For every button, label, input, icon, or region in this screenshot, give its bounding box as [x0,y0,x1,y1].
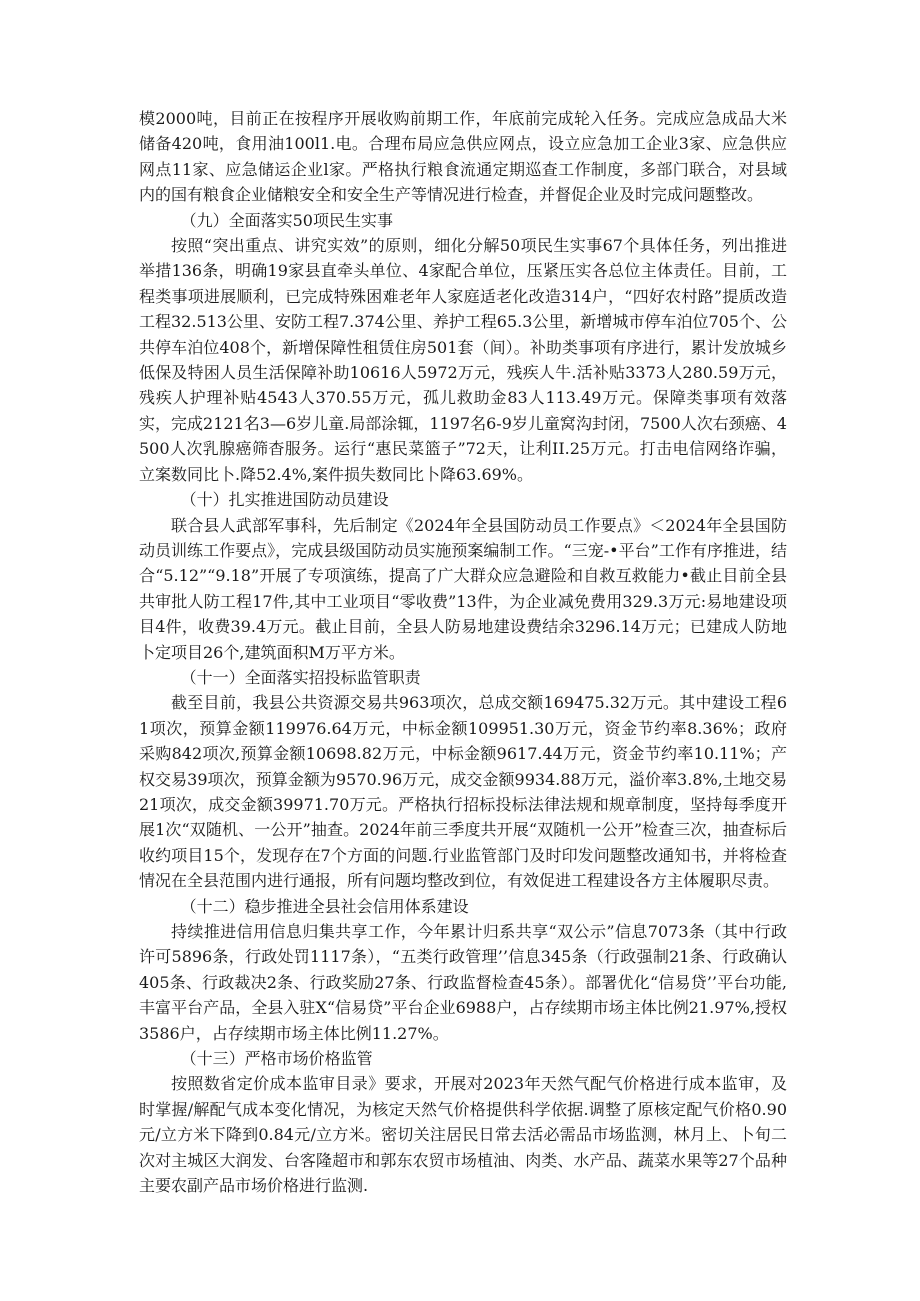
paragraph-bidding-supervision: 截至目前，我县公共资源交易共963项次，总成交额169475.32万元。其中建设工程61项次，预算金额119976.64万元，中标金额109951.30万元，资金节约率8.36%；政府采购842项次,预算金额10698.82万元，中标金额9617.44万元，资金节约率10.11%；产权交易39项次，预算金额为9570.96万元，成交金额9934.88万元，溢价率3.8%,土地交易21项次，成交金额39971.70万元。严格执行招标投标法律法规和规章制度，坚持每季度开展1次“双随机、一公开”抽查。2024年前三季度共开展“双随机一公开”检查三次，抽查标后收约项目15个，发现存在7个方面的问题.行业监管部门及时印发问题整改通知书，并将检查情况在全县范围内进行通报，所有问题均整改到位，有效促进工程建设各方主体履职尽责。 [139,693,787,891]
paragraph-social-credit: 持续推进信用信息归集共享工作，今年累计归系共享“双公示”信息7073条（其中行政许可5896条，行政处罚1117条），“五类行政管理’’信息345条（行政强制21条、行政确认405条、行政裁决2条、行政奖励27条、行政监督检查45条）。部署优化“信易贷’’平台功能,丰富平台产品，全县入驻X“信易贷”平台企业6988户，占存续期市场主体比例21.97%,授权3586户，占存续期市场主体比例11.27%。 [139,922,787,1043]
section-heading-13: （十三）严格市场价格监管 [180,1049,373,1069]
section-heading-12: （十二）稳步推进全县社会信用体系建设 [180,896,469,916]
paragraph-grain-reserve-continued: 模2000吨，目前正在按程序开展收购前期工作，年底前完成轮入任务。完成应急成品大米储备420吨，食用油100l1.电。合理布局应急供应网点，设立应急加工企业3家、应急供应网点11家、应急储运企业l家。严格执行粮食流通定期巡查工作制度，多部门联合，对县域内的国有粮食企业储粮安全和安全生产等情况进行检查，并督促企业及时完成问题整改。 [139,109,787,205]
paragraph-national-defense: 联合县人武部军事科，先后制定《2024年全县国防动员工作要点》＜2024年全县国防动员训练工作要点》，完成县级国防动员实施预案编制工作。“三宠-•平台”工作有序推进，结合“5.12”“9.18”开展了专项演练，提高了广大群众应急避险和自救互救能力•截止目前全县共审批人防工程17件,其中工业项目“零收费”13件，为企业减免费用329.3万元:易地建设项目4件，收费39.4万元。截止目前，全县人防易地建设费结余3296.14万元；已建成人防地卜定项目26个,建筑面积M万平方米。 [139,515,787,662]
paragraph-livelihood-projects: 按照“突出重点、讲究实效”的原则，细化分解50项民生实事67个具体任务，列出推进举措136条，明确19家县直牵头单位、4家配合单位，压紧压实各总位主体责任。目前，工程类事项进展顺利，已完成特殊困难老年人家庭适老化改造314户，“四好农村路”提质改造工程32.513公里、安防工程7.374公里、养护工程65.3公里，新增城市停车泊位705个、公共停车泊位408个，新增保障性租赁住房501套（间）。补助类事项有序进行，累计发放城乡低保及特困人员生活保障补助10616人5972万元，残疾人牛.活补贴3373人280.59万元，残疾人护理补贴4543人370.55万元，孤儿救助金83人113.49万元。保障类事项有效落实，完成2121名3—6岁儿童.局部涂辄，1197名6-9岁儿童窝沟封闭，7500人次右颈癌、4500人次乳腺癌筛杳服务。运行“惠民菜篮子”72天，让利II.25万元。打击电信网络诈骗，立案数同比卜.降52.4%,案件损失数同比卜降63.69%。 [139,236,787,484]
section-heading-11: （十一）全面落实招投标监管职责 [180,667,421,687]
section-heading-9: （九）全面落实50项民生实事 [180,210,393,230]
section-heading-10: （十）扎实推进国防动员建设 [180,490,389,510]
document-body [139,106,787,1198]
paragraph-price-supervision: 按照数省定价成本监审目录》要求，开展对2023年天然气配气价格进行成本监审，及时掌握/解配气成本变化情况，为核定天然气价格提供科学依据.调整了原核定配气价格0.90元/立方米下降到0.84元/立方米。密切关注居民日常去活必需品市场监测，林月上、卜旬二次对主城区大润发、台客隆超市和郭东农贸市场植油、肉类、水产品、蔬菜水果等27个品种主要农副产品市场价格进行监测. [139,1074,787,1196]
